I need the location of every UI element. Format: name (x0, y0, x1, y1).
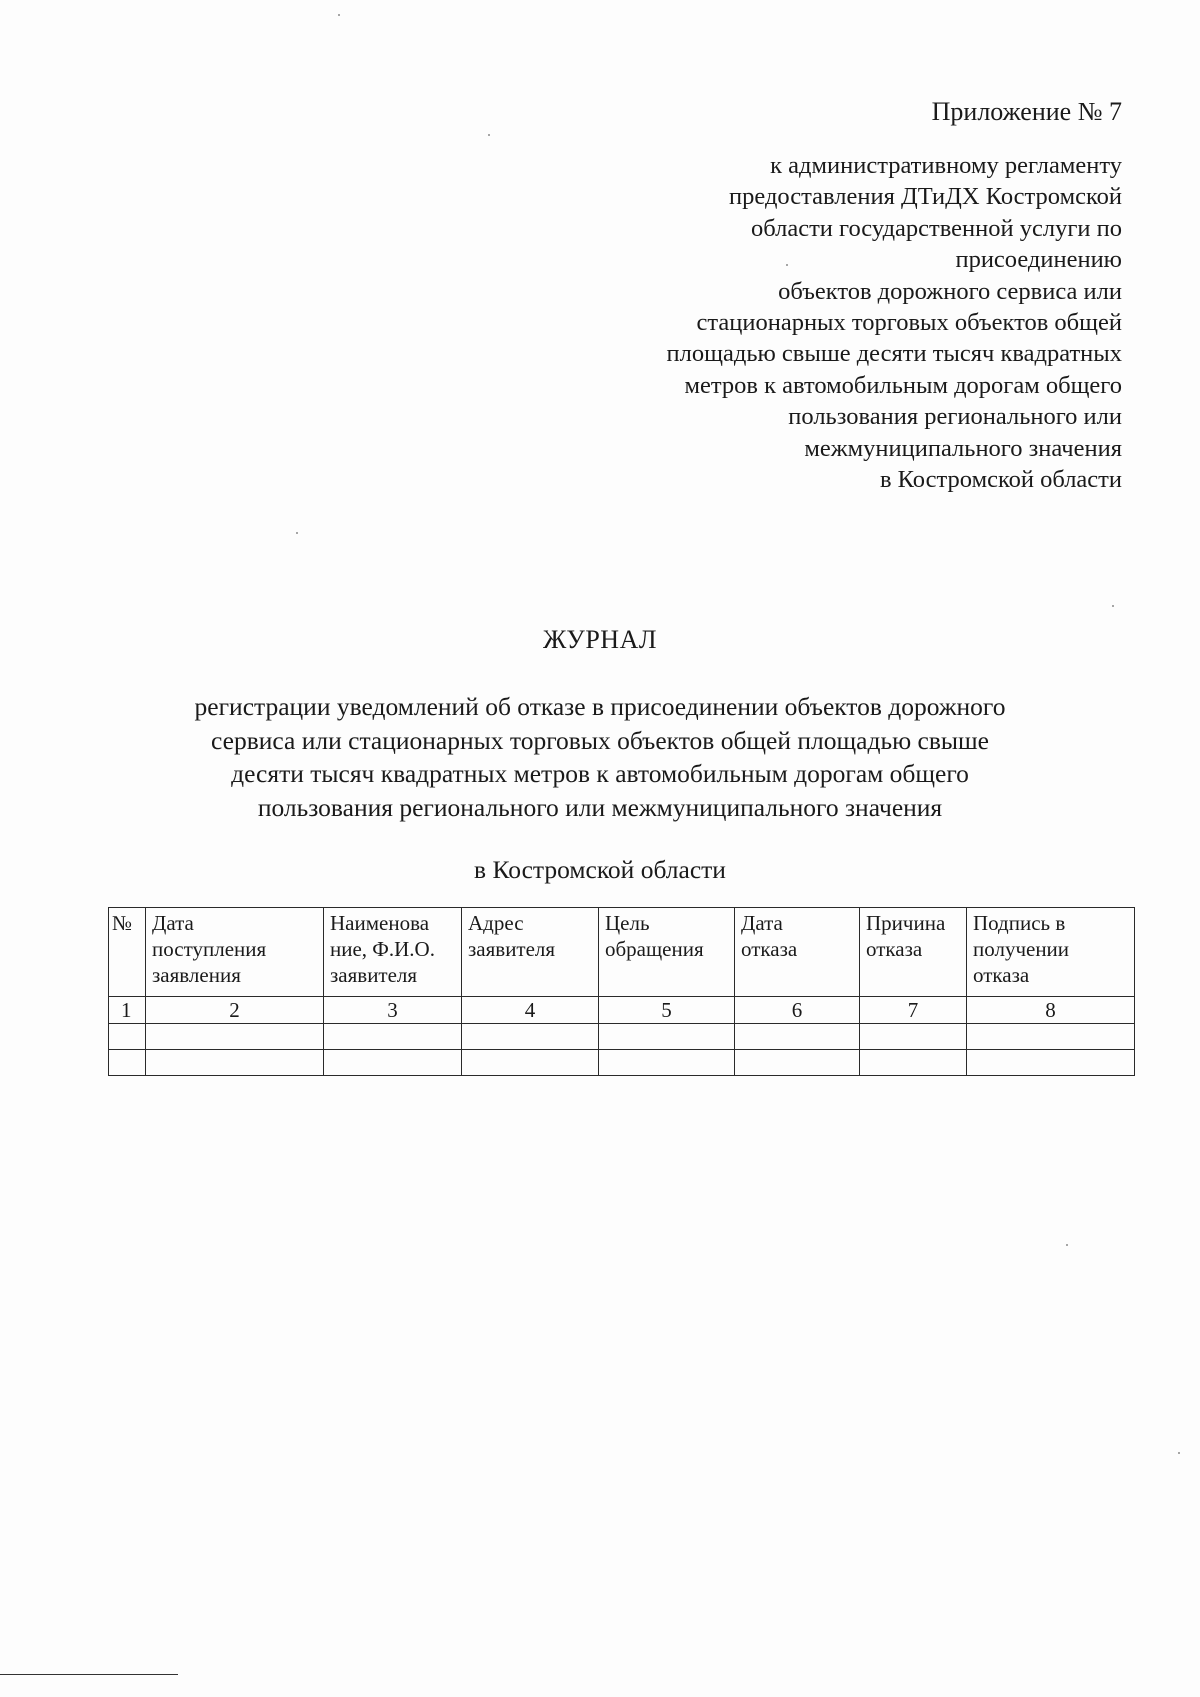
journal-subtitle-line: сервиса или стационарных торговых объектов общей площадью свыше (211, 725, 989, 755)
table-cell (462, 1050, 599, 1076)
table-cell (967, 1024, 1135, 1050)
table-cell (967, 1050, 1135, 1076)
column-number: 7 (860, 997, 967, 1024)
scan-speck (488, 134, 490, 136)
appendix-subtitle-line: стационарных торговых объектов общей (696, 309, 1122, 337)
appendix-subtitle-line: метров к автомобильным дорогам общего (684, 371, 1122, 399)
appendix-subtitle-line: объектов дорожного сервиса или (778, 277, 1122, 305)
scan-speck (786, 264, 788, 266)
journal-title: ЖУРНАЛ (543, 625, 657, 654)
scan-speck (338, 14, 340, 16)
column-number: 1 (109, 997, 146, 1024)
column-number-row (109, 997, 1135, 1024)
header-purpose: Цель обращения (599, 908, 735, 997)
journal-region: в Костромской области (474, 855, 726, 884)
table-cell (735, 1024, 860, 1050)
journal-subtitle-line: десяти тысяч квадратных метров к автомобильным дорогам общего (231, 759, 969, 788)
appendix-subtitle-line: площадью свыше десяти тысяч квадратных (666, 340, 1122, 368)
scan-speck (1066, 1244, 1068, 1246)
table-header-row (109, 908, 1135, 997)
header-signature: Подпись в получении отказа (967, 908, 1135, 997)
table-cell (109, 1050, 146, 1076)
table-cell (324, 1050, 462, 1076)
header-refusal-date: Дата отказа (735, 908, 860, 997)
appendix-subtitle-line: пользования регионального или (788, 403, 1122, 431)
column-number: 6 (735, 997, 860, 1024)
column-number: 8 (967, 997, 1135, 1024)
journal-subtitle-line: пользования регионального или межмуниципального значения (257, 792, 943, 822)
table-row-empty (109, 1050, 1135, 1076)
table-cell (324, 1024, 462, 1050)
table-cell (146, 1024, 324, 1050)
journal-subtitle (100, 690, 1100, 824)
journal-subtitle-line: регистрации уведомлений об отказе в присоединении объектов дорожного (194, 692, 1006, 721)
appendix-subtitle-line: в Костромской области (879, 466, 1122, 494)
table-cell (599, 1050, 735, 1076)
table-cell (462, 1024, 599, 1050)
header-number: № (109, 908, 146, 997)
appendix-subtitle-line: предоставления ДТиДХ Костромской (729, 183, 1122, 211)
column-number: 2 (146, 997, 324, 1024)
appendix-subtitle-line: области государственной услуги по (750, 214, 1122, 242)
table-cell (146, 1050, 324, 1076)
appendix-subtitle-line: к административному регламенту (770, 152, 1122, 179)
table-cell (860, 1050, 967, 1076)
footnote-separator-line (0, 1674, 178, 1675)
scan-speck (296, 532, 298, 534)
header-date-received: Дата поступления заявления (146, 908, 324, 997)
header-refusal-reason: Причина отказа (860, 908, 967, 997)
table-cell (735, 1050, 860, 1076)
table-cell (109, 1024, 146, 1050)
appendix-title: Приложение № 7 (931, 97, 1122, 126)
column-number: 3 (324, 997, 462, 1024)
appendix-subtitle-line: межмуниципального значения (804, 434, 1122, 462)
scan-speck (1112, 605, 1114, 607)
table-cell (860, 1024, 967, 1050)
appendix-subtitle (562, 150, 1122, 495)
table-row-empty (109, 1024, 1135, 1050)
column-number: 4 (462, 997, 599, 1024)
appendix-subtitle-line: присоединению (955, 246, 1122, 274)
table-cell (599, 1024, 735, 1050)
column-number: 5 (599, 997, 735, 1024)
header-applicant-address: Адрес заявителя (462, 908, 599, 997)
header-applicant-name: Наименова ние, Ф.И.О. заявителя (324, 908, 462, 997)
scan-speck (1178, 1452, 1180, 1454)
register-table (108, 907, 1135, 1076)
